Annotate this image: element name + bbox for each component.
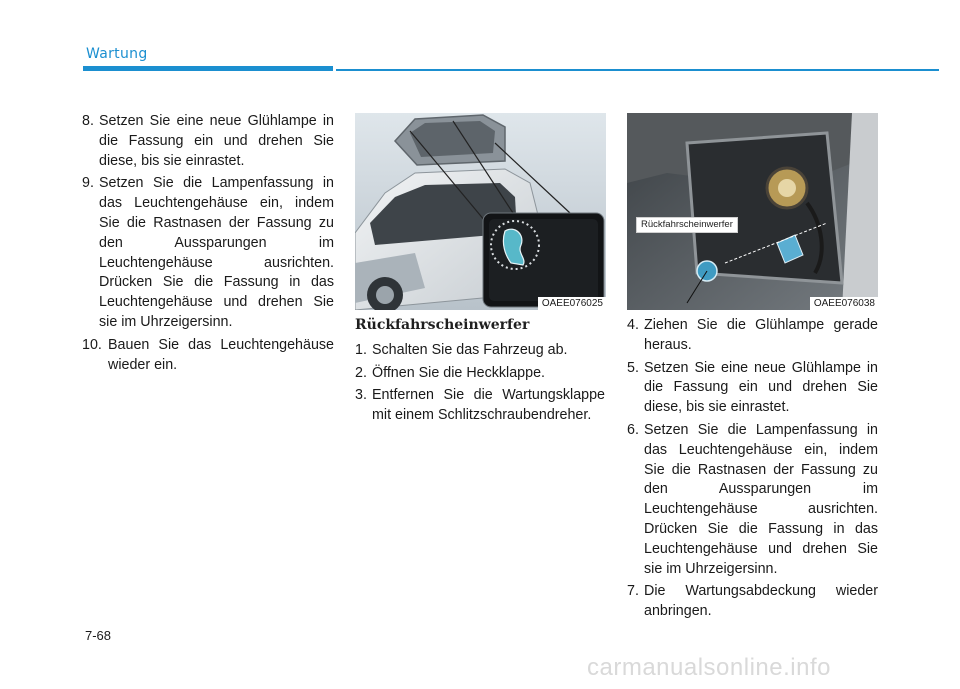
step-7: [627, 582, 878, 622]
header-rule-line: [336, 69, 939, 71]
step-6: [627, 421, 878, 579]
step-list-continued: [82, 112, 334, 375]
step-number: 10.: [82, 336, 102, 353]
step-text: Öffnen Sie die Heckklappe.: [372, 364, 545, 381]
subsection-heading: Rückfahrscheinwerfer: [355, 317, 530, 333]
step-text: Die Wartungsabdeckung wieder anbringen.: [644, 583, 878, 620]
step-number: 7.: [627, 583, 639, 600]
step-8: [82, 112, 334, 171]
step-text: Schalten Sie das Fahrzeug ab.: [372, 341, 568, 358]
step-2: [355, 364, 605, 384]
step-number: 1.: [355, 341, 367, 358]
page-number: 7-68: [85, 628, 112, 643]
figure-reverse-lamp: [627, 113, 878, 310]
step-list: [627, 316, 878, 622]
step-number: 6.: [627, 421, 639, 438]
step-4: [627, 316, 878, 356]
step-10: [82, 336, 334, 376]
step-text: Setzen Sie die Lampenfassung in das Leuchtengehäuse ein, indem Sie die Rastnasen der Fassung zu den Aussparungen im Leuchtengehäuse ausrichten. Drücken Sie die Fassung in das Leuchtengehäuse und drehen Sie sie im Uhrzeigersinn.: [644, 421, 878, 577]
step-text: Ziehen Sie die Glühlampe gerade heraus.: [644, 317, 878, 353]
step-5: [627, 359, 878, 418]
step-number: 4.: [627, 317, 639, 333]
reverse-lamp-socket-illustration: [627, 113, 878, 310]
step-number: 9.: [82, 175, 94, 192]
tailgate-service-cover-illustration: [355, 113, 606, 310]
step-text: Setzen Sie eine neue Glühlampe in die Fassung ein und drehen Sie diese, bis sie einrastet.: [644, 359, 878, 416]
section-title: Wartung: [86, 46, 148, 62]
figure-code: OAEE076038: [810, 297, 878, 310]
step-list: [355, 341, 605, 426]
step-number: 3.: [355, 387, 367, 404]
step-number: 8.: [82, 113, 94, 129]
header-rule-accent: [83, 66, 333, 71]
figure-callout-label: Rückfahrscheinwerfer: [636, 217, 738, 233]
step-text: Setzen Sie eine neue Glühlampe in die Fassung ein und drehen Sie diese, bis sie einrastet.: [99, 113, 334, 169]
column-1: [82, 112, 334, 378]
column-3: [627, 316, 878, 625]
column-2: [355, 316, 605, 429]
step-3: [355, 386, 605, 426]
step-text: Setzen Sie die Lampenfassung in das Leuchtengehäuse ein, indem Sie die Rastnasen der Fassung zu den Aussparungen im Leuchtengehäuse ausrichten. Drücken Sie die Fassung in das Leuchtengehäuse und drehen Sie sie im Uhrzeigersinn.: [99, 175, 334, 330]
step-text: Entfernen Sie die Wartungsklappe mit einem Schlitzschraubendreher.: [372, 387, 605, 424]
step-9: [82, 174, 334, 332]
figure-tailgate: [355, 113, 606, 310]
step-text: Bauen Sie das Leuchtengehäuse wieder ein.: [108, 336, 334, 373]
figure-code: OAEE076025: [538, 297, 606, 310]
step-1: [355, 341, 605, 361]
step-number: 5.: [627, 359, 639, 376]
step-number: 2.: [355, 364, 367, 381]
watermark: carmanualsonline.info: [587, 654, 831, 681]
